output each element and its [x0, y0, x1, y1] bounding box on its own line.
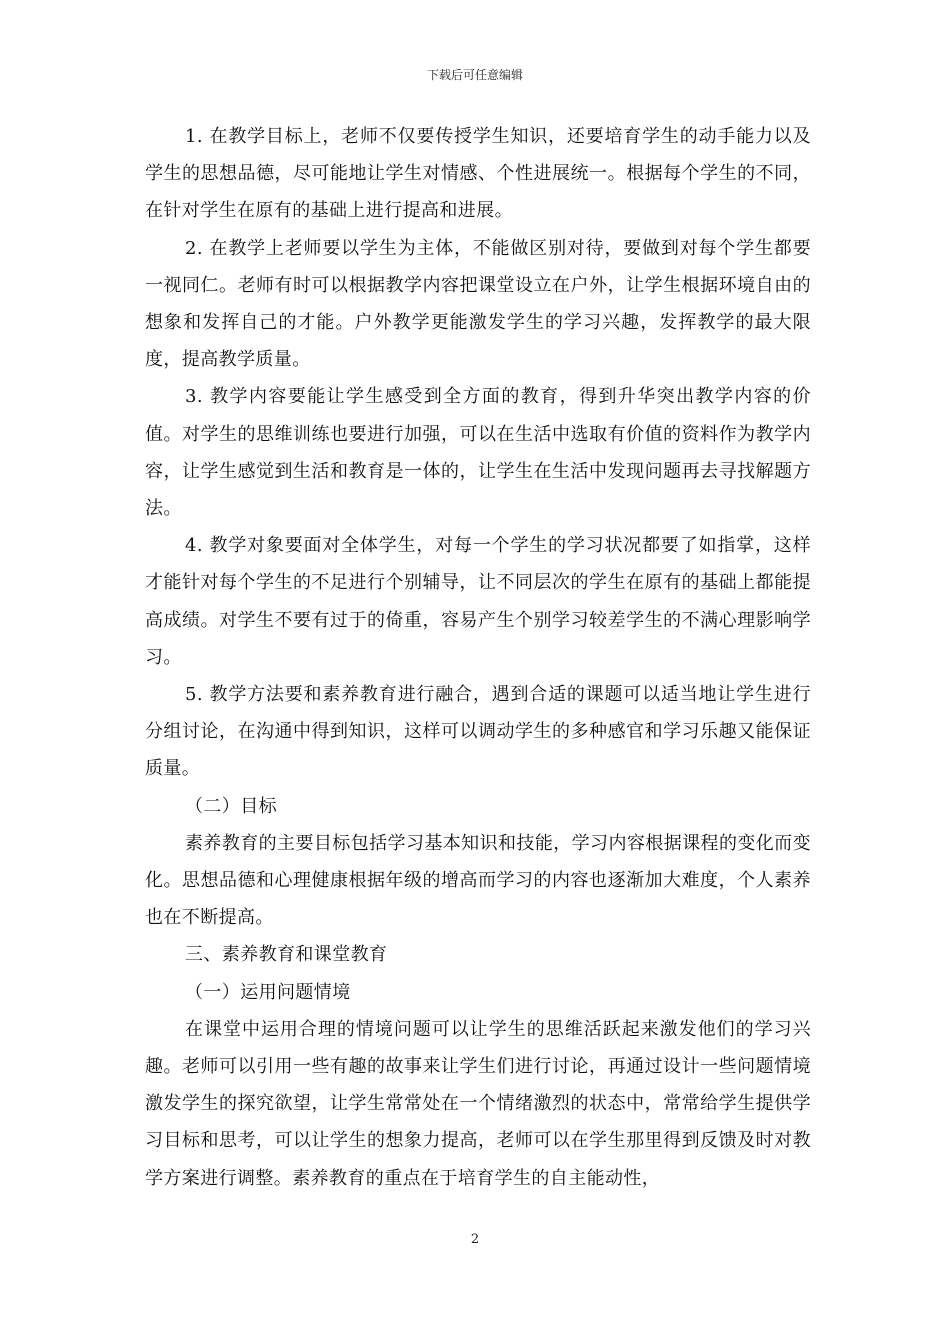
- page-number: 2: [470, 1232, 480, 1247]
- paragraph-goal-1: 1. 在教学目标上，老师不仅要传授学生知识，还要培育学生的动手能力以及学生的思想品德，尽可能地让学生对情感、个性进展统一。根据每个学生的不同，在针对学生在原有的基础上进行提高和进展。: [145, 126, 811, 222]
- paragraph-objectives: 素养教育的主要目标包括学习基本知识和技能，学习内容根据课程的变化而变化。思想品德和心理健康根据年级的增高而学习的内容也逐渐加大难度，个人素养也在不断提高。: [145, 832, 811, 929]
- paragraph-goal-5: 5. 教学方法要和素养教育进行融合，遇到合适的课题可以适当地让学生进行分组讨论，在沟通中得到知识，这样可以调动学生的多种感官和学习乐趣又能保证质量。: [145, 684, 811, 780]
- paragraph-problem-situations: 在课堂中运用合理的情境问题可以让学生的思维活跃起来激发他们的学习兴趣。老师可以引用一些有趣的故事来让学生们进行讨论，再通过设计一些问题情境激发学生的探究欲望，让学生常常处在一个情绪激烈的状态中，常常给学生提供学习目标和思考，可以让学生的想象力提高，老师可以在学生那里得到反馈及时对教学方案进行调整。素养教育的重点在于培育学生的自主能动性，: [145, 1018, 811, 1189]
- page-header: 下载后可任意编辑: [426, 68, 523, 82]
- paragraph-goal-2: 2. 在教学上老师要以学生为主体，不能做区别对待，要做到对每个学生都要一视同仁。老师有时可以根据教学内容把课堂设立在户外，让学生根据环境自由的想象和发挥自己的才能。户外教学更能激发学生的学习兴趣，发挥教学的最大限度，提高教学质量。: [145, 237, 811, 371]
- document-body: [145, 118, 811, 1197]
- subsection-heading-problem-situations: （一）运用问题情境: [185, 981, 351, 1003]
- section-heading-3: 三、素养教育和课堂教育: [185, 944, 388, 966]
- paragraph-goal-4: 4. 教学对象要面对全体学生，对每一个学生的学习状况都要了如指掌，这样才能针对每个学生的不足进行个别辅导，让不同层次的学生在原有的基础上都能提高成绩。对学生不要有过于的倚重，容易产生个别学习较差学生的不满心理影响学习。: [145, 535, 811, 668]
- section-heading-objectives: （二）目标: [185, 795, 277, 817]
- paragraph-goal-3: 3. 教学内容要能让学生感受到全方面的教育，得到升华突出教学内容的价值。对学生的思维训练也要进行加强，可以在生活中选取有价值的资料作为教学内容，让学生感觉到生活和教育是一体的，让学生在生活中发现问题再去寻找解题方法。: [145, 386, 811, 520]
